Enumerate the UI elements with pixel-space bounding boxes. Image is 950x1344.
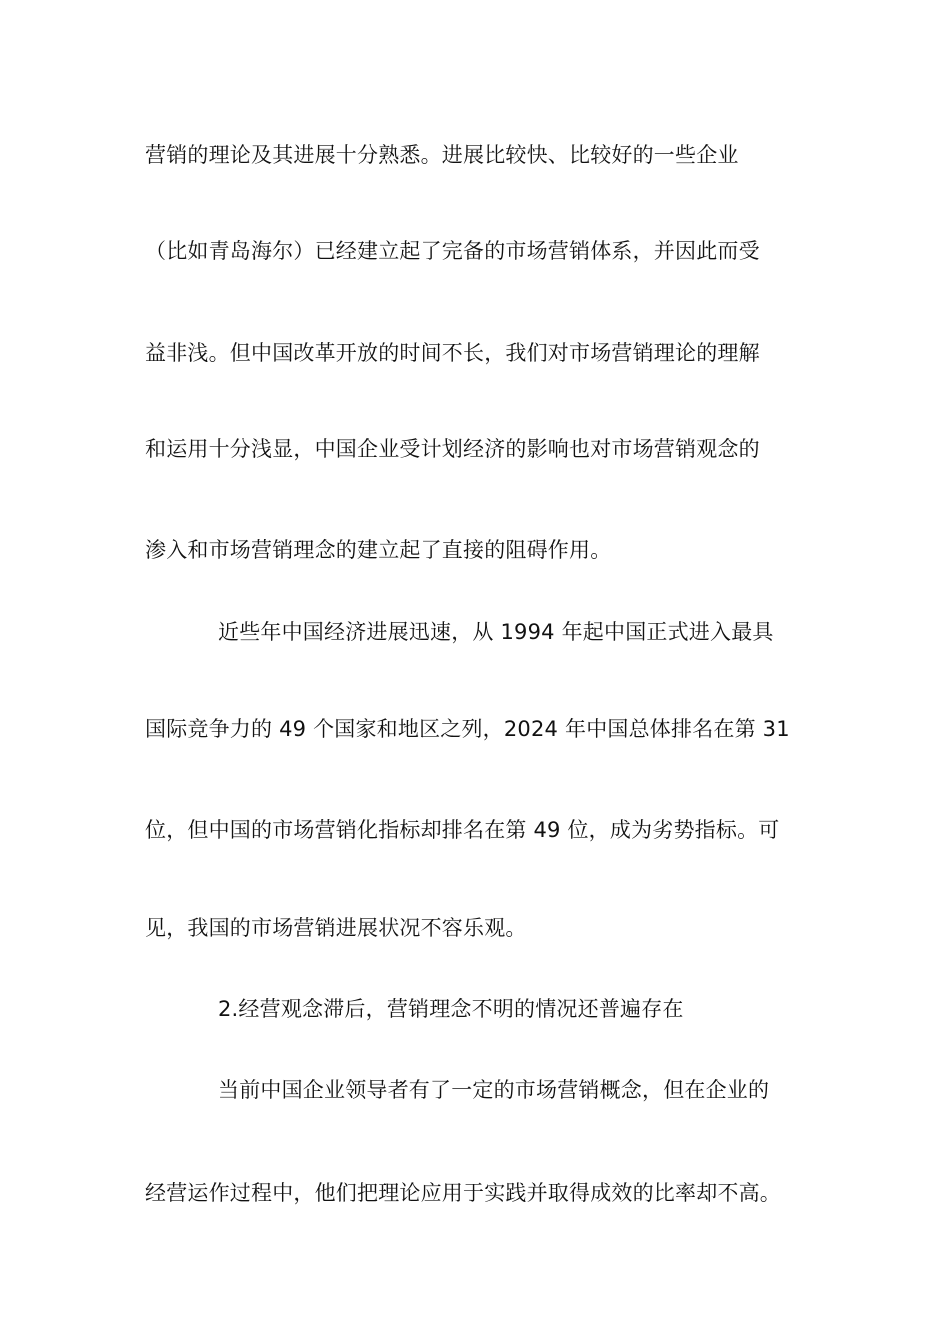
paragraph-3-line-2: 经营运作过程中，他们把理论应用于实践并取得成效的比率却不高。 <box>145 1181 781 1205</box>
section-heading: 2.经营观念滞后，营销理念不明的情况还普遍存在 <box>218 997 684 1021</box>
paragraph-3-line-1: 当前中国企业领导者有了一定的市场营销概念，但在企业的 <box>218 1078 770 1102</box>
paragraph-2-line-2: 国际竞争力的 49 个国家和地区之列，2024 年中国总体排名在第 31 <box>145 717 790 741</box>
paragraph-1-line-3: 益非浅。但中国改革开放的时间不长，我们对市场营销理论的理解 <box>145 341 760 365</box>
paragraph-1-line-1: 营销的理论及其进展十分熟悉。进展比较快、比较好的一些企业 <box>145 143 739 167</box>
paragraph-1-line-5: 渗入和市场营销理念的建立起了直接的阻碍作用。 <box>145 538 612 562</box>
paragraph-2-line-3: 位，但中国的市场营销化指标却排名在第 49 位，成为劣势指标。可 <box>145 818 780 842</box>
paragraph-1-line-2: （比如青岛海尔）已经建立起了完备的市场营销体系，并因此而受 <box>145 239 760 263</box>
paragraph-1-line-4: 和运用十分浅显，中国企业受计划经济的影响也对市场营销观念的 <box>145 437 760 461</box>
paragraph-2-line-1: 近些年中国经济进展迅速，从 1994 年起中国正式进入最具 <box>218 620 774 644</box>
paragraph-2-line-4: 见，我国的市场营销进展状况不容乐观。 <box>145 916 527 940</box>
